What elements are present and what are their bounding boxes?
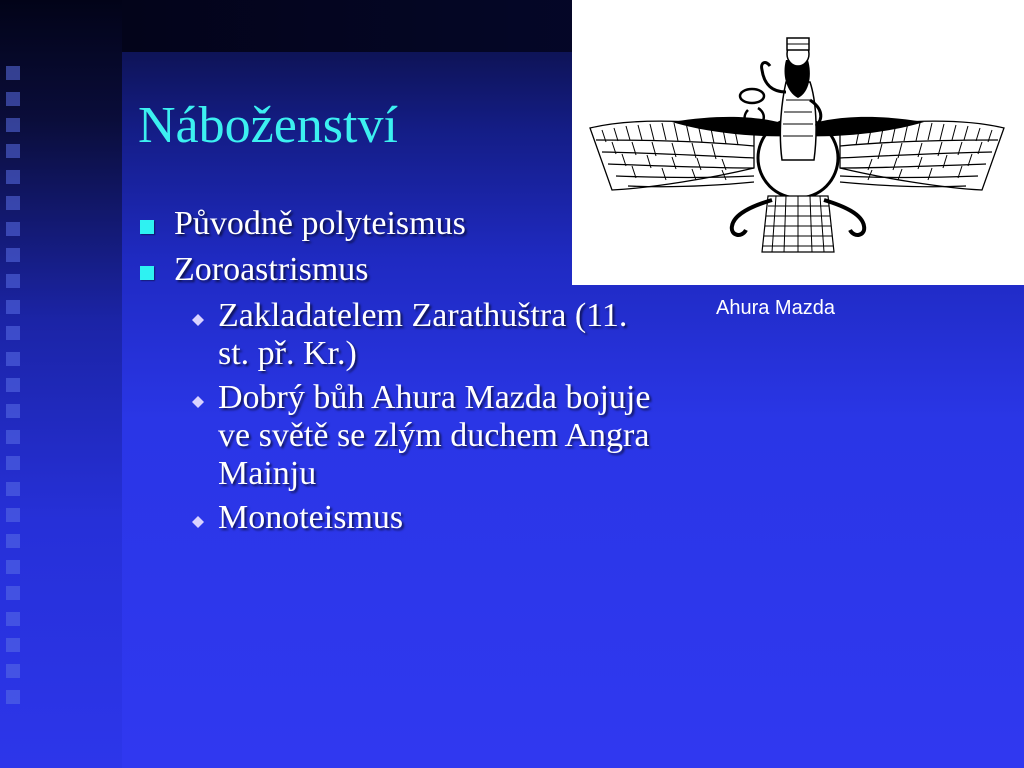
sub-bullet-line: ve světě se zlým duchem Angra bbox=[218, 417, 650, 454]
faravahar-image bbox=[572, 0, 1024, 285]
image-caption: Ahura Mazda bbox=[716, 297, 835, 319]
left-decorative-strip bbox=[0, 0, 122, 768]
sub-bullet-item bbox=[136, 379, 736, 493]
diamond-bullet-icon bbox=[192, 396, 204, 408]
sub-bullet-line: st. př. Kr.) bbox=[218, 335, 357, 372]
square-bullet-icon bbox=[140, 266, 154, 280]
sub-bullet-line: Zakladatelem Zarathuštra (11. bbox=[218, 297, 628, 334]
diamond-bullet-icon bbox=[192, 314, 204, 326]
sub-bullet-item bbox=[136, 297, 736, 373]
square-bullet-icon bbox=[140, 220, 154, 234]
bullet-text: Původně polyteismus bbox=[174, 205, 466, 242]
sub-bullet-line: Mainju bbox=[218, 455, 317, 492]
sub-bullet-line: Dobrý bůh Ahura Mazda bojuje bbox=[218, 379, 651, 416]
diamond-bullet-icon bbox=[192, 516, 204, 528]
decorative-squares bbox=[6, 66, 32, 716]
sub-bullet-line: Monoteismus bbox=[218, 499, 404, 536]
sub-bullet-item bbox=[136, 499, 736, 537]
bullet-text: Zoroastrismus bbox=[174, 251, 369, 288]
slide-title: Náboženství bbox=[138, 97, 398, 154]
faravahar-icon bbox=[572, 0, 1024, 285]
